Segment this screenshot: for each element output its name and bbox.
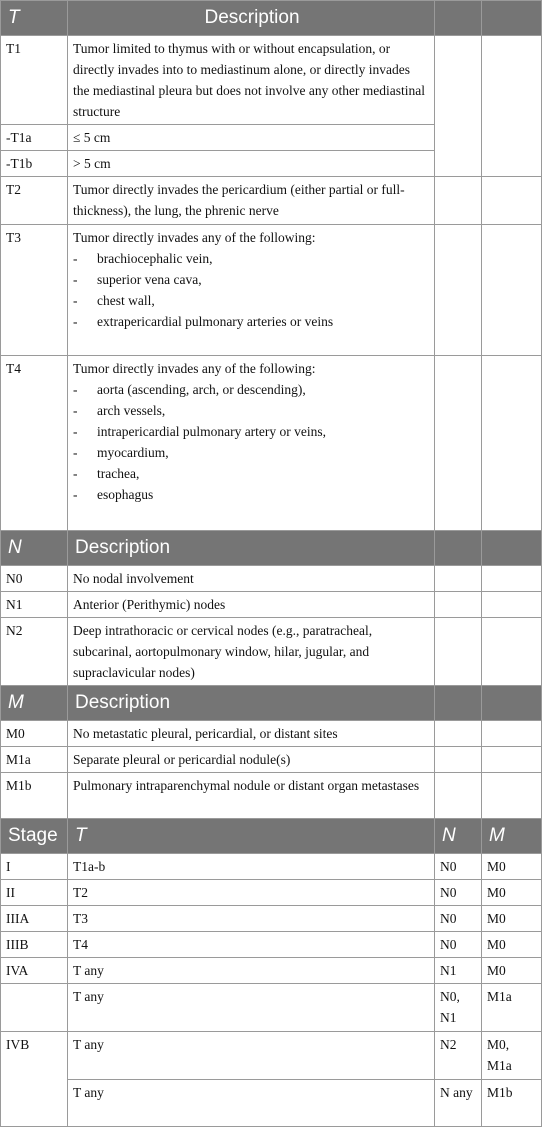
empty-cell	[482, 721, 542, 747]
table-row	[1, 1080, 542, 1127]
table-row	[1, 177, 542, 225]
table-row	[1, 1032, 542, 1080]
stage-n-cell: N any	[435, 1080, 482, 1127]
stage-n-cell: N0, N1	[435, 984, 482, 1032]
list-item: - arch vessels,	[73, 403, 166, 418]
n-header-empty-2	[482, 531, 542, 566]
t-description: ≤ 5 cm	[68, 125, 435, 151]
n-header-code: N	[1, 531, 68, 566]
stage-t-cell: T3	[68, 906, 435, 932]
m-description: Pulmonary intraparenchymal nodule or distant organ metastases	[68, 773, 435, 819]
n-code: N2	[1, 618, 68, 686]
n-code: N1	[1, 592, 68, 618]
table-row	[1, 618, 542, 686]
n-header-description: Description	[68, 531, 435, 566]
stage-t-cell: T any	[68, 1080, 435, 1127]
stage-n-cell: N2	[435, 1032, 482, 1080]
t-header-empty-2	[482, 1, 542, 36]
t-description-cell	[68, 356, 435, 531]
empty-cell	[435, 618, 482, 686]
empty-cell	[482, 592, 542, 618]
m-header-description: Description	[68, 686, 435, 721]
stage-t-cell: T1a-b	[68, 854, 435, 880]
t-code: T3	[1, 225, 68, 356]
table-row	[1, 721, 542, 747]
t-header-code: T	[1, 1, 68, 36]
list-item: - trachea,	[73, 466, 140, 481]
empty-cell	[435, 177, 482, 225]
table-row	[1, 36, 542, 125]
table-row	[1, 880, 542, 906]
stage-m-cell: M0	[482, 854, 542, 880]
m-header-row	[1, 686, 542, 721]
stage-m-cell: M1b	[482, 1080, 542, 1127]
list-item: - superior vena cava,	[73, 272, 202, 287]
t-description: > 5 cm	[68, 151, 435, 177]
stage-m-cell: M0, M1a	[482, 1032, 542, 1080]
t-code: -T1a	[1, 125, 68, 151]
m-header-empty-1	[435, 686, 482, 721]
empty-cell	[482, 225, 542, 356]
stage-n-cell: N0	[435, 906, 482, 932]
t-description: Tumor directly invades any of the following:	[73, 230, 316, 245]
empty-cell	[435, 225, 482, 356]
stage-t-cell: T any	[68, 1032, 435, 1080]
empty-cell	[482, 356, 542, 531]
stage-t-cell: T any	[68, 958, 435, 984]
list-item: - aorta (ascending, arch, or descending),	[73, 382, 306, 397]
stage-cell	[1, 984, 68, 1032]
stage-m-cell: M0	[482, 880, 542, 906]
empty-cell	[435, 36, 482, 177]
table-row	[1, 932, 542, 958]
n-description: Anterior (Perithymic) nodes	[68, 592, 435, 618]
empty-cell	[435, 747, 482, 773]
stage-t-cell: T any	[68, 984, 435, 1032]
stage-n-cell: N0	[435, 854, 482, 880]
stage-cell: IVB	[1, 1032, 68, 1127]
empty-cell	[435, 773, 482, 819]
t-header-description: Description	[68, 1, 435, 36]
list-item: - myocardium,	[73, 445, 169, 460]
list-item: - brachiocephalic vein,	[73, 251, 213, 266]
n-description: No nodal involvement	[68, 566, 435, 592]
empty-cell	[435, 592, 482, 618]
stage-header-m: M	[482, 819, 542, 854]
stage-header-n: N	[435, 819, 482, 854]
stage-header-stage: Stage	[1, 819, 68, 854]
stage-cell: IIIB	[1, 932, 68, 958]
m-header-empty-2	[482, 686, 542, 721]
list-item: - extrapericardial pulmonary arteries or veins	[73, 314, 334, 329]
stage-n-cell: N0	[435, 880, 482, 906]
table-row	[1, 984, 542, 1032]
empty-cell	[435, 721, 482, 747]
stage-m-cell: M0	[482, 958, 542, 984]
m-code: M0	[1, 721, 68, 747]
t-description: Tumor limited to thymus with or without encapsulation, or directly invades into to mediastinum alone, or directly invades the mediastinal pleura but does not involve any other mediastinal structure	[68, 36, 435, 125]
stage-cell: IIIA	[1, 906, 68, 932]
invasion-list	[73, 248, 429, 332]
n-code: N0	[1, 566, 68, 592]
table-row	[1, 592, 542, 618]
list-item: - chest wall,	[73, 293, 155, 308]
t-description: Tumor directly invades the pericardium (either partial or full-thickness), the lung, the phrenic nerve	[68, 177, 435, 225]
empty-cell	[482, 773, 542, 819]
table-row	[1, 958, 542, 984]
n-header-empty-1	[435, 531, 482, 566]
t-code: T1	[1, 36, 68, 125]
stage-header-t: T	[68, 819, 435, 854]
t-description: Tumor directly invades any of the following:	[73, 361, 316, 376]
stage-m-cell: M0	[482, 906, 542, 932]
empty-cell	[482, 566, 542, 592]
table-row	[1, 906, 542, 932]
empty-cell	[482, 177, 542, 225]
stage-n-cell: N0	[435, 932, 482, 958]
n-header-row	[1, 531, 542, 566]
table-row	[1, 566, 542, 592]
table-row	[1, 773, 542, 819]
empty-cell	[435, 566, 482, 592]
stage-t-cell: T4	[68, 932, 435, 958]
table-row	[1, 747, 542, 773]
m-code: M1a	[1, 747, 68, 773]
t-code: T2	[1, 177, 68, 225]
stage-cell: II	[1, 880, 68, 906]
stage-cell: I	[1, 854, 68, 880]
t-header-empty-1	[435, 1, 482, 36]
t-code: -T1b	[1, 151, 68, 177]
list-item: - intrapericardial pulmonary artery or veins,	[73, 424, 327, 439]
m-code: M1b	[1, 773, 68, 819]
t-description-cell	[68, 225, 435, 356]
stage-header-row	[1, 819, 542, 854]
empty-cell	[482, 36, 542, 177]
m-description: No metastatic pleural, pericardial, or distant sites	[68, 721, 435, 747]
stage-m-cell: M0	[482, 932, 542, 958]
t-code: T4	[1, 356, 68, 531]
stage-cell: IVA	[1, 958, 68, 984]
stage-m-cell: M1a	[482, 984, 542, 1032]
stage-n-cell: N1	[435, 958, 482, 984]
table-row	[1, 854, 542, 880]
list-item: - esophagus	[73, 487, 154, 502]
m-header-code: M	[1, 686, 68, 721]
m-description: Separate pleural or pericardial nodule(s)	[68, 747, 435, 773]
empty-cell	[435, 356, 482, 531]
t-header-row	[1, 1, 542, 36]
table-row	[1, 356, 542, 531]
invasion-list	[73, 379, 429, 505]
empty-cell	[482, 747, 542, 773]
empty-cell	[482, 618, 542, 686]
n-description: Deep intrathoracic or cervical nodes (e.g., paratracheal, subcarinal, aortopulmonary window, hilar, jugular, and supraclavicular nodes)	[68, 618, 435, 686]
stage-t-cell: T2	[68, 880, 435, 906]
table-row	[1, 225, 542, 356]
